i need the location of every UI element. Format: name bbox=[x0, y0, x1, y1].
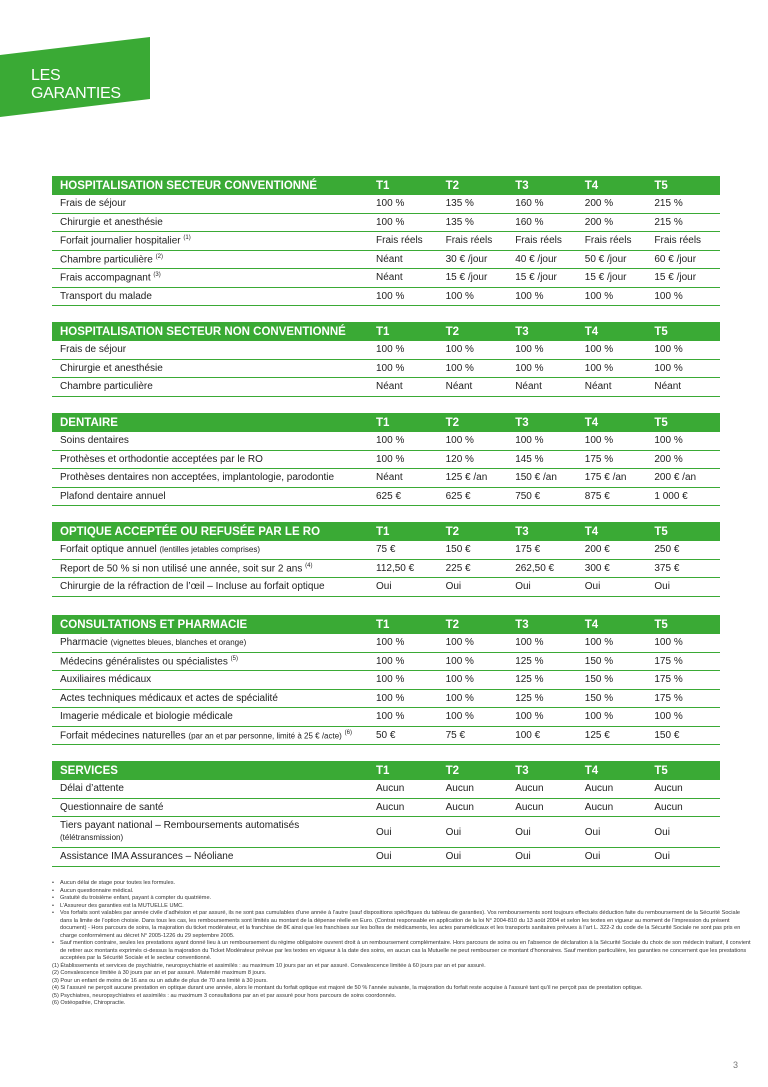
tier-header: T1 bbox=[372, 615, 442, 634]
tier-header: T4 bbox=[581, 413, 651, 432]
value-cell: 100 % bbox=[581, 341, 651, 359]
value-cell: 75 € bbox=[372, 541, 442, 559]
value-cell: Oui bbox=[442, 817, 512, 848]
value-cell: 225 € bbox=[442, 559, 512, 578]
tier-header: T3 bbox=[511, 522, 581, 541]
value-cell: Aucun bbox=[511, 798, 581, 817]
row-label-cell bbox=[52, 848, 372, 867]
value-cell: 100 % bbox=[581, 432, 651, 450]
value-cell: 75 € bbox=[442, 726, 512, 745]
value-cell: Frais réels bbox=[650, 232, 720, 251]
value-cell: Oui bbox=[372, 848, 442, 867]
row-label: Tiers payant national – Remboursements automatisés bbox=[60, 820, 300, 831]
row-label: Actes techniques médicaux et actes de spécialité bbox=[60, 692, 278, 704]
footnote-ref: (2) bbox=[155, 253, 163, 260]
row-label: Médecins généralistes ou spécialistes bbox=[60, 655, 228, 667]
row-label-cell bbox=[52, 559, 372, 578]
value-cell: 120 % bbox=[442, 450, 512, 469]
row-label-cell bbox=[52, 450, 372, 469]
row-label: Transport du malade bbox=[60, 290, 152, 302]
value-cell: 100 % bbox=[650, 341, 720, 359]
table-row bbox=[52, 341, 720, 359]
tier-header: T4 bbox=[581, 176, 651, 195]
tier-header: T2 bbox=[442, 322, 512, 341]
footnote-ref: (1) bbox=[183, 235, 191, 242]
table-row bbox=[52, 726, 720, 745]
value-cell: 125 € bbox=[581, 726, 651, 745]
value-cell: 100 % bbox=[650, 359, 720, 378]
value-cell: 175 % bbox=[650, 671, 720, 690]
note-bullet: • Vos forfaits sont valables par année civile d’adhésion et par assuré, ils ne sont pas cumulables d’une année à l’autre (sauf dispositions spécifiques du tableau de garanties). Vos remboursements sont toujours effectués déduction faite du remboursement de la Sécurité Sociale dans la limite de l’option choisie. Dans tous les cas, les remboursements sont limités au montant de la dépense réelle en Euro. (Contrat responsable en application de la loi N° 2004-810 du 13 août 2004 et selon les textes en vigueur au moment de l’impression du présent document) - Hors parcours de soins, la majoration du ticket modérateur, et la franchise de 8€ ainsi que les franchises sur les boîtes de médicaments, les actes paramédicaux et les transports sanitaires prévues à l’art L. 322-2 du code de la Sécurité Sociale ne sont pas pris en charge conformément au décret N° 2005-1226 du 29 septembre 2005. bbox=[52, 910, 752, 940]
row-label: Frais de séjour bbox=[60, 198, 127, 210]
value-cell: 875 € bbox=[581, 487, 651, 506]
value-cell: 160 % bbox=[511, 213, 581, 232]
value-cell: 100 % bbox=[581, 359, 651, 378]
value-cell: 200 € /an bbox=[650, 469, 720, 488]
value-cell: Oui bbox=[581, 848, 651, 867]
value-cell: 100 % bbox=[442, 671, 512, 690]
tier-header: T5 bbox=[650, 761, 720, 780]
value-cell: 100 % bbox=[372, 287, 442, 306]
table-row bbox=[52, 798, 720, 817]
value-cell: 125 % bbox=[511, 652, 581, 671]
value-cell: 100 % bbox=[511, 708, 581, 727]
value-cell: 100 % bbox=[372, 634, 442, 652]
table-row bbox=[52, 541, 720, 559]
value-cell: 150 € bbox=[650, 726, 720, 745]
note-numbered: (1) Établissements et services de psychiatrie, neuropsychiatrie et assimilés : au maximum 10 jours par an et par assuré. Convalescence limitée à 60 jours par an et par assuré. bbox=[52, 962, 486, 969]
value-cell: 145 % bbox=[511, 450, 581, 469]
row-label: Soins dentaires bbox=[60, 435, 129, 447]
row-label-detail: (par an et par personne, limité à 25 € /acte) bbox=[188, 730, 342, 740]
note-numbered: (2) Convalescence limitée à 30 jours par an et par assuré. Maternité maximum 8 jours. bbox=[52, 970, 267, 976]
table-row bbox=[52, 232, 720, 251]
value-cell: 100 % bbox=[372, 450, 442, 469]
tier-header: T4 bbox=[581, 615, 651, 634]
table-heading: HOSPITALISATION SECTEUR CONVENTIONNÉ bbox=[52, 176, 372, 195]
row-label-cell bbox=[52, 708, 372, 727]
row-label-cell bbox=[52, 287, 372, 306]
value-cell: Néant bbox=[650, 378, 720, 397]
value-cell: Oui bbox=[372, 817, 442, 848]
value-cell: 215 % bbox=[650, 195, 720, 213]
table-row bbox=[52, 250, 720, 269]
value-cell: 262,50 € bbox=[511, 559, 581, 578]
table-row bbox=[52, 359, 720, 378]
guarantee-table bbox=[52, 176, 712, 306]
value-cell: 100 % bbox=[372, 689, 442, 708]
row-label-cell bbox=[52, 578, 372, 597]
table-row bbox=[52, 195, 720, 213]
value-cell: 100 % bbox=[372, 213, 442, 232]
row-label: Imagerie médicale et biologie médicale bbox=[60, 711, 233, 723]
value-cell: Oui bbox=[650, 817, 720, 848]
value-cell: Oui bbox=[511, 817, 581, 848]
table-row bbox=[52, 450, 720, 469]
value-cell: 50 € bbox=[372, 726, 442, 745]
value-cell: Aucun bbox=[511, 780, 581, 798]
row-label: Auxiliaires médicaux bbox=[60, 674, 152, 686]
row-label: Forfait médecines naturelles bbox=[60, 729, 186, 741]
value-cell: Oui bbox=[650, 848, 720, 867]
value-cell: 250 € bbox=[650, 541, 720, 559]
value-cell: Néant bbox=[372, 469, 442, 488]
row-label: Assistance IMA Assurances – Néoliane bbox=[60, 851, 234, 863]
value-cell: 112,50 € bbox=[372, 559, 442, 578]
table-row bbox=[52, 708, 720, 727]
value-cell: 175 € /an bbox=[581, 469, 651, 488]
tier-header: T2 bbox=[442, 413, 512, 432]
tier-header: T1 bbox=[372, 413, 442, 432]
value-cell: 100 % bbox=[511, 359, 581, 378]
value-cell: 100 % bbox=[442, 708, 512, 727]
tier-header: T2 bbox=[442, 615, 512, 634]
section-banner bbox=[0, 37, 152, 117]
note-bullet: • Gratuité du troisième enfant, payant à compter du quatrième. bbox=[52, 895, 752, 903]
tier-header: T5 bbox=[650, 522, 720, 541]
footnotes bbox=[52, 880, 752, 1008]
value-cell: Oui bbox=[650, 578, 720, 597]
note-numbered: (3) Pour un enfant de moins de 16 ans ou un adulte de plus de 70 ans limité à 30 jours. bbox=[52, 977, 268, 984]
table-heading: HOSPITALISATION SECTEUR NON CONVENTIONNÉ bbox=[52, 322, 372, 341]
row-label: Chirurgie de la réfraction de l’œil – Incluse au forfait optique bbox=[60, 581, 325, 593]
row-label-cell bbox=[52, 652, 372, 671]
value-cell: 100 % bbox=[372, 671, 442, 690]
value-cell: 100 % bbox=[442, 287, 512, 306]
value-cell: 175 % bbox=[581, 450, 651, 469]
page-title: LES GARANTIES bbox=[31, 67, 121, 102]
value-cell: 200 % bbox=[581, 213, 651, 232]
value-cell: 100 % bbox=[581, 708, 651, 727]
row-label-cell bbox=[52, 359, 372, 378]
guarantee-table bbox=[52, 761, 712, 867]
value-cell: Aucun bbox=[372, 798, 442, 817]
value-cell: 150 % bbox=[581, 652, 651, 671]
page-number: 3 bbox=[733, 1060, 739, 1070]
tier-header: T1 bbox=[372, 176, 442, 195]
row-label: Forfait optique annuel bbox=[60, 544, 157, 556]
row-label: Pharmacie bbox=[60, 637, 108, 649]
footnote-ref: (5) bbox=[230, 655, 238, 662]
row-label-cell bbox=[52, 250, 372, 269]
row-label: Prothèses dentaires non acceptées, implantologie, parodontie bbox=[60, 472, 335, 484]
value-cell: Néant bbox=[372, 250, 442, 269]
footnote-ref: (4) bbox=[305, 562, 313, 569]
note-numbered: (4) Si l’assuré ne perçoit aucune prestation en optique durant une année, alors le montant du forfait optique est majoré de 50 % l’année suivante, la majoration du forfait reste acquise à l’assuré tant qu’il ne perçoit pas de prestation optique. bbox=[52, 985, 643, 991]
row-label: Forfait journalier hospitalier bbox=[60, 235, 181, 247]
value-cell: Oui bbox=[581, 578, 651, 597]
value-cell: 100 % bbox=[372, 652, 442, 671]
tier-header: T3 bbox=[511, 176, 581, 195]
value-cell: Néant bbox=[581, 378, 651, 397]
table-heading: DENTAIRE bbox=[52, 413, 372, 432]
value-cell: 135 % bbox=[442, 213, 512, 232]
guarantee-table bbox=[52, 413, 712, 506]
value-cell: Néant bbox=[511, 378, 581, 397]
value-cell: 625 € bbox=[442, 487, 512, 506]
note-bullet: • Aucun questionnaire médical. bbox=[52, 888, 752, 896]
tier-header: T1 bbox=[372, 522, 442, 541]
row-label-cell bbox=[52, 817, 372, 848]
value-cell: 100 % bbox=[442, 689, 512, 708]
row-label-cell bbox=[52, 689, 372, 708]
tier-header: T4 bbox=[581, 522, 651, 541]
value-cell: Néant bbox=[372, 269, 442, 288]
value-cell: Aucun bbox=[650, 798, 720, 817]
tier-header: T5 bbox=[650, 615, 720, 634]
table-row bbox=[52, 780, 720, 798]
value-cell: Frais réels bbox=[442, 232, 512, 251]
value-cell: 100 % bbox=[511, 341, 581, 359]
note-bullet: • L’Assureur des garanties est la MUTUELLE UMC. bbox=[52, 903, 752, 911]
tier-header: T5 bbox=[650, 322, 720, 341]
value-cell: 100 % bbox=[442, 359, 512, 378]
value-cell: 150 % bbox=[581, 671, 651, 690]
row-label: Frais accompagnant bbox=[60, 272, 151, 284]
row-label-cell bbox=[52, 671, 372, 690]
row-label: Report de 50 % si non utilisé une année, soit sur 2 ans bbox=[60, 562, 303, 574]
value-cell: Aucun bbox=[372, 780, 442, 798]
note-bullet: • Aucun délai de stage pour toutes les formules. bbox=[52, 880, 752, 888]
row-label: Chambre particulière bbox=[60, 253, 153, 265]
value-cell: 100 % bbox=[372, 359, 442, 378]
tier-header: T3 bbox=[511, 413, 581, 432]
row-label-cell bbox=[52, 341, 372, 359]
row-label-cell bbox=[52, 634, 372, 652]
tier-header: T4 bbox=[581, 322, 651, 341]
value-cell: Oui bbox=[511, 578, 581, 597]
value-cell: 750 € bbox=[511, 487, 581, 506]
table-row bbox=[52, 287, 720, 306]
value-cell: 150 % bbox=[581, 689, 651, 708]
tier-header: T2 bbox=[442, 176, 512, 195]
value-cell: 175 € bbox=[511, 541, 581, 559]
value-cell: 100 % bbox=[511, 634, 581, 652]
tier-header: T3 bbox=[511, 322, 581, 341]
value-cell: Frais réels bbox=[581, 232, 651, 251]
table-row bbox=[52, 671, 720, 690]
tier-header: T2 bbox=[442, 761, 512, 780]
value-cell: Néant bbox=[372, 378, 442, 397]
value-cell: 100 % bbox=[372, 432, 442, 450]
guarantee-table bbox=[52, 522, 712, 597]
row-label-cell bbox=[52, 432, 372, 450]
row-label-detail: (télétransmission) bbox=[60, 833, 124, 842]
value-cell: 100 % bbox=[581, 634, 651, 652]
value-cell: 100 % bbox=[581, 287, 651, 306]
row-label: Chambre particulière bbox=[60, 381, 153, 393]
value-cell: 15 € /jour bbox=[650, 269, 720, 288]
row-label: Questionnaire de santé bbox=[60, 801, 164, 813]
value-cell: 100 € bbox=[511, 726, 581, 745]
value-cell: Oui bbox=[581, 817, 651, 848]
value-cell: Frais réels bbox=[511, 232, 581, 251]
value-cell: 300 € bbox=[581, 559, 651, 578]
row-label: Frais de séjour bbox=[60, 344, 127, 356]
table-row bbox=[52, 578, 720, 597]
table-row bbox=[52, 432, 720, 450]
tier-header: T5 bbox=[650, 176, 720, 195]
value-cell: 1 000 € bbox=[650, 487, 720, 506]
note-numbered: (6) Ostéopathie, Chiropractie. bbox=[52, 1000, 126, 1006]
row-label: Prothèses et orthodontie acceptées par le RO bbox=[60, 453, 263, 465]
row-label: Plafond dentaire annuel bbox=[60, 490, 166, 502]
value-cell: Aucun bbox=[442, 798, 512, 817]
value-cell: 30 € /jour bbox=[442, 250, 512, 269]
value-cell: 200 % bbox=[650, 450, 720, 469]
tier-header: T1 bbox=[372, 761, 442, 780]
value-cell: Oui bbox=[442, 848, 512, 867]
row-label-cell bbox=[52, 469, 372, 488]
table-row bbox=[52, 652, 720, 671]
table-row bbox=[52, 689, 720, 708]
table-row bbox=[52, 848, 720, 867]
table-heading: SERVICES bbox=[52, 761, 372, 780]
value-cell: Frais réels bbox=[372, 232, 442, 251]
value-cell: 15 € /jour bbox=[511, 269, 581, 288]
value-cell: 100 % bbox=[650, 634, 720, 652]
row-label-cell bbox=[52, 780, 372, 798]
row-label-detail: (vignettes bleues, blanches et orange) bbox=[110, 638, 247, 648]
value-cell: 125 % bbox=[511, 689, 581, 708]
value-cell: 135 % bbox=[442, 195, 512, 213]
value-cell: Oui bbox=[442, 578, 512, 597]
guarantee-table bbox=[52, 322, 712, 397]
tier-header: T1 bbox=[372, 322, 442, 341]
value-cell: 60 € /jour bbox=[650, 250, 720, 269]
value-cell: 100 % bbox=[650, 287, 720, 306]
value-cell: 125 € /an bbox=[442, 469, 512, 488]
value-cell: 175 % bbox=[650, 689, 720, 708]
value-cell: 100 % bbox=[442, 652, 512, 671]
value-cell: 125 % bbox=[511, 671, 581, 690]
value-cell: Aucun bbox=[650, 780, 720, 798]
value-cell: 150 € bbox=[442, 541, 512, 559]
table-row bbox=[52, 269, 720, 288]
value-cell: 150 € /an bbox=[511, 469, 581, 488]
row-label: Délai d’attente bbox=[60, 783, 124, 795]
footnote-ref: (3) bbox=[153, 272, 161, 279]
value-cell: 100 % bbox=[442, 432, 512, 450]
row-label: Chirurgie et anesthésie bbox=[60, 216, 163, 228]
row-label-cell bbox=[52, 269, 372, 288]
value-cell: 100 % bbox=[511, 432, 581, 450]
value-cell: 40 € /jour bbox=[511, 250, 581, 269]
table-row bbox=[52, 817, 720, 848]
guarantee-table bbox=[52, 615, 712, 745]
table-row bbox=[52, 487, 720, 506]
value-cell: Aucun bbox=[442, 780, 512, 798]
value-cell: 200 € bbox=[581, 541, 651, 559]
value-cell: 160 % bbox=[511, 195, 581, 213]
row-label-cell bbox=[52, 232, 372, 251]
value-cell: Oui bbox=[372, 578, 442, 597]
value-cell: 15 € /jour bbox=[581, 269, 651, 288]
table-heading: OPTIQUE ACCEPTÉE OU REFUSÉE PAR LE RO bbox=[52, 522, 372, 541]
value-cell: 100 % bbox=[650, 708, 720, 727]
value-cell: 100 % bbox=[372, 195, 442, 213]
tier-header: T5 bbox=[650, 413, 720, 432]
value-cell: 175 % bbox=[650, 652, 720, 671]
row-label-detail: (lentilles jetables comprises) bbox=[159, 545, 260, 555]
value-cell: 100 % bbox=[442, 341, 512, 359]
table-row bbox=[52, 634, 720, 652]
value-cell: 15 € /jour bbox=[442, 269, 512, 288]
value-cell: 375 € bbox=[650, 559, 720, 578]
row-label-cell bbox=[52, 378, 372, 397]
table-row bbox=[52, 213, 720, 232]
value-cell: 100 % bbox=[442, 634, 512, 652]
tier-header: T3 bbox=[511, 615, 581, 634]
table-row bbox=[52, 559, 720, 578]
row-label-cell bbox=[52, 798, 372, 817]
footnote-ref: (6) bbox=[344, 729, 352, 736]
value-cell: 625 € bbox=[372, 487, 442, 506]
tier-header: T3 bbox=[511, 761, 581, 780]
value-cell: Oui bbox=[511, 848, 581, 867]
value-cell: Néant bbox=[442, 378, 512, 397]
value-cell: 100 % bbox=[650, 432, 720, 450]
row-label-cell bbox=[52, 541, 372, 559]
value-cell: Aucun bbox=[581, 798, 651, 817]
value-cell: 215 % bbox=[650, 213, 720, 232]
value-cell: 200 % bbox=[581, 195, 651, 213]
row-label: Chirurgie et anesthésie bbox=[60, 362, 163, 374]
table-row bbox=[52, 378, 720, 397]
value-cell: 100 % bbox=[372, 341, 442, 359]
value-cell: 100 % bbox=[511, 287, 581, 306]
note-numbered: (5) Psychiatres, neuropsychiatres et assimilés : au maximum 3 consultations par an et par assuré pour hors parcours de soins coordonnés. bbox=[52, 992, 397, 999]
tier-header: T2 bbox=[442, 522, 512, 541]
row-label-cell bbox=[52, 487, 372, 506]
value-cell: 100 % bbox=[372, 708, 442, 727]
value-cell: 50 € /jour bbox=[581, 250, 651, 269]
table-row bbox=[52, 469, 720, 488]
tier-header: T4 bbox=[581, 761, 651, 780]
row-label-cell bbox=[52, 213, 372, 232]
row-label-cell bbox=[52, 726, 372, 745]
table-heading: CONSULTATIONS ET PHARMACIE bbox=[52, 615, 372, 634]
note-bullet: • Sauf mention contraire, seules les prestations ayant donné lieu à un remboursement du régime obligatoire ouvrent droit à un remboursement complémentaire. Hors parcours de soins ou en l’absence de déclaration à la Sécurité Sociale du choix de son médecin traitant, il convient de retirer aux montants exprimés ci-dessus la majoration du Ticket Modérateur prévue par les textes en vigueur à la date des soins, en aucun cas la Mutuelle ne peut rembourser ce montant d’honoraires. Sauf mention particulière, les garanties ne concernent que les prestations acceptées par la Sécurité Sociale et le secteur conventionné. bbox=[52, 940, 752, 963]
value-cell: Aucun bbox=[581, 780, 651, 798]
row-label-cell bbox=[52, 195, 372, 213]
